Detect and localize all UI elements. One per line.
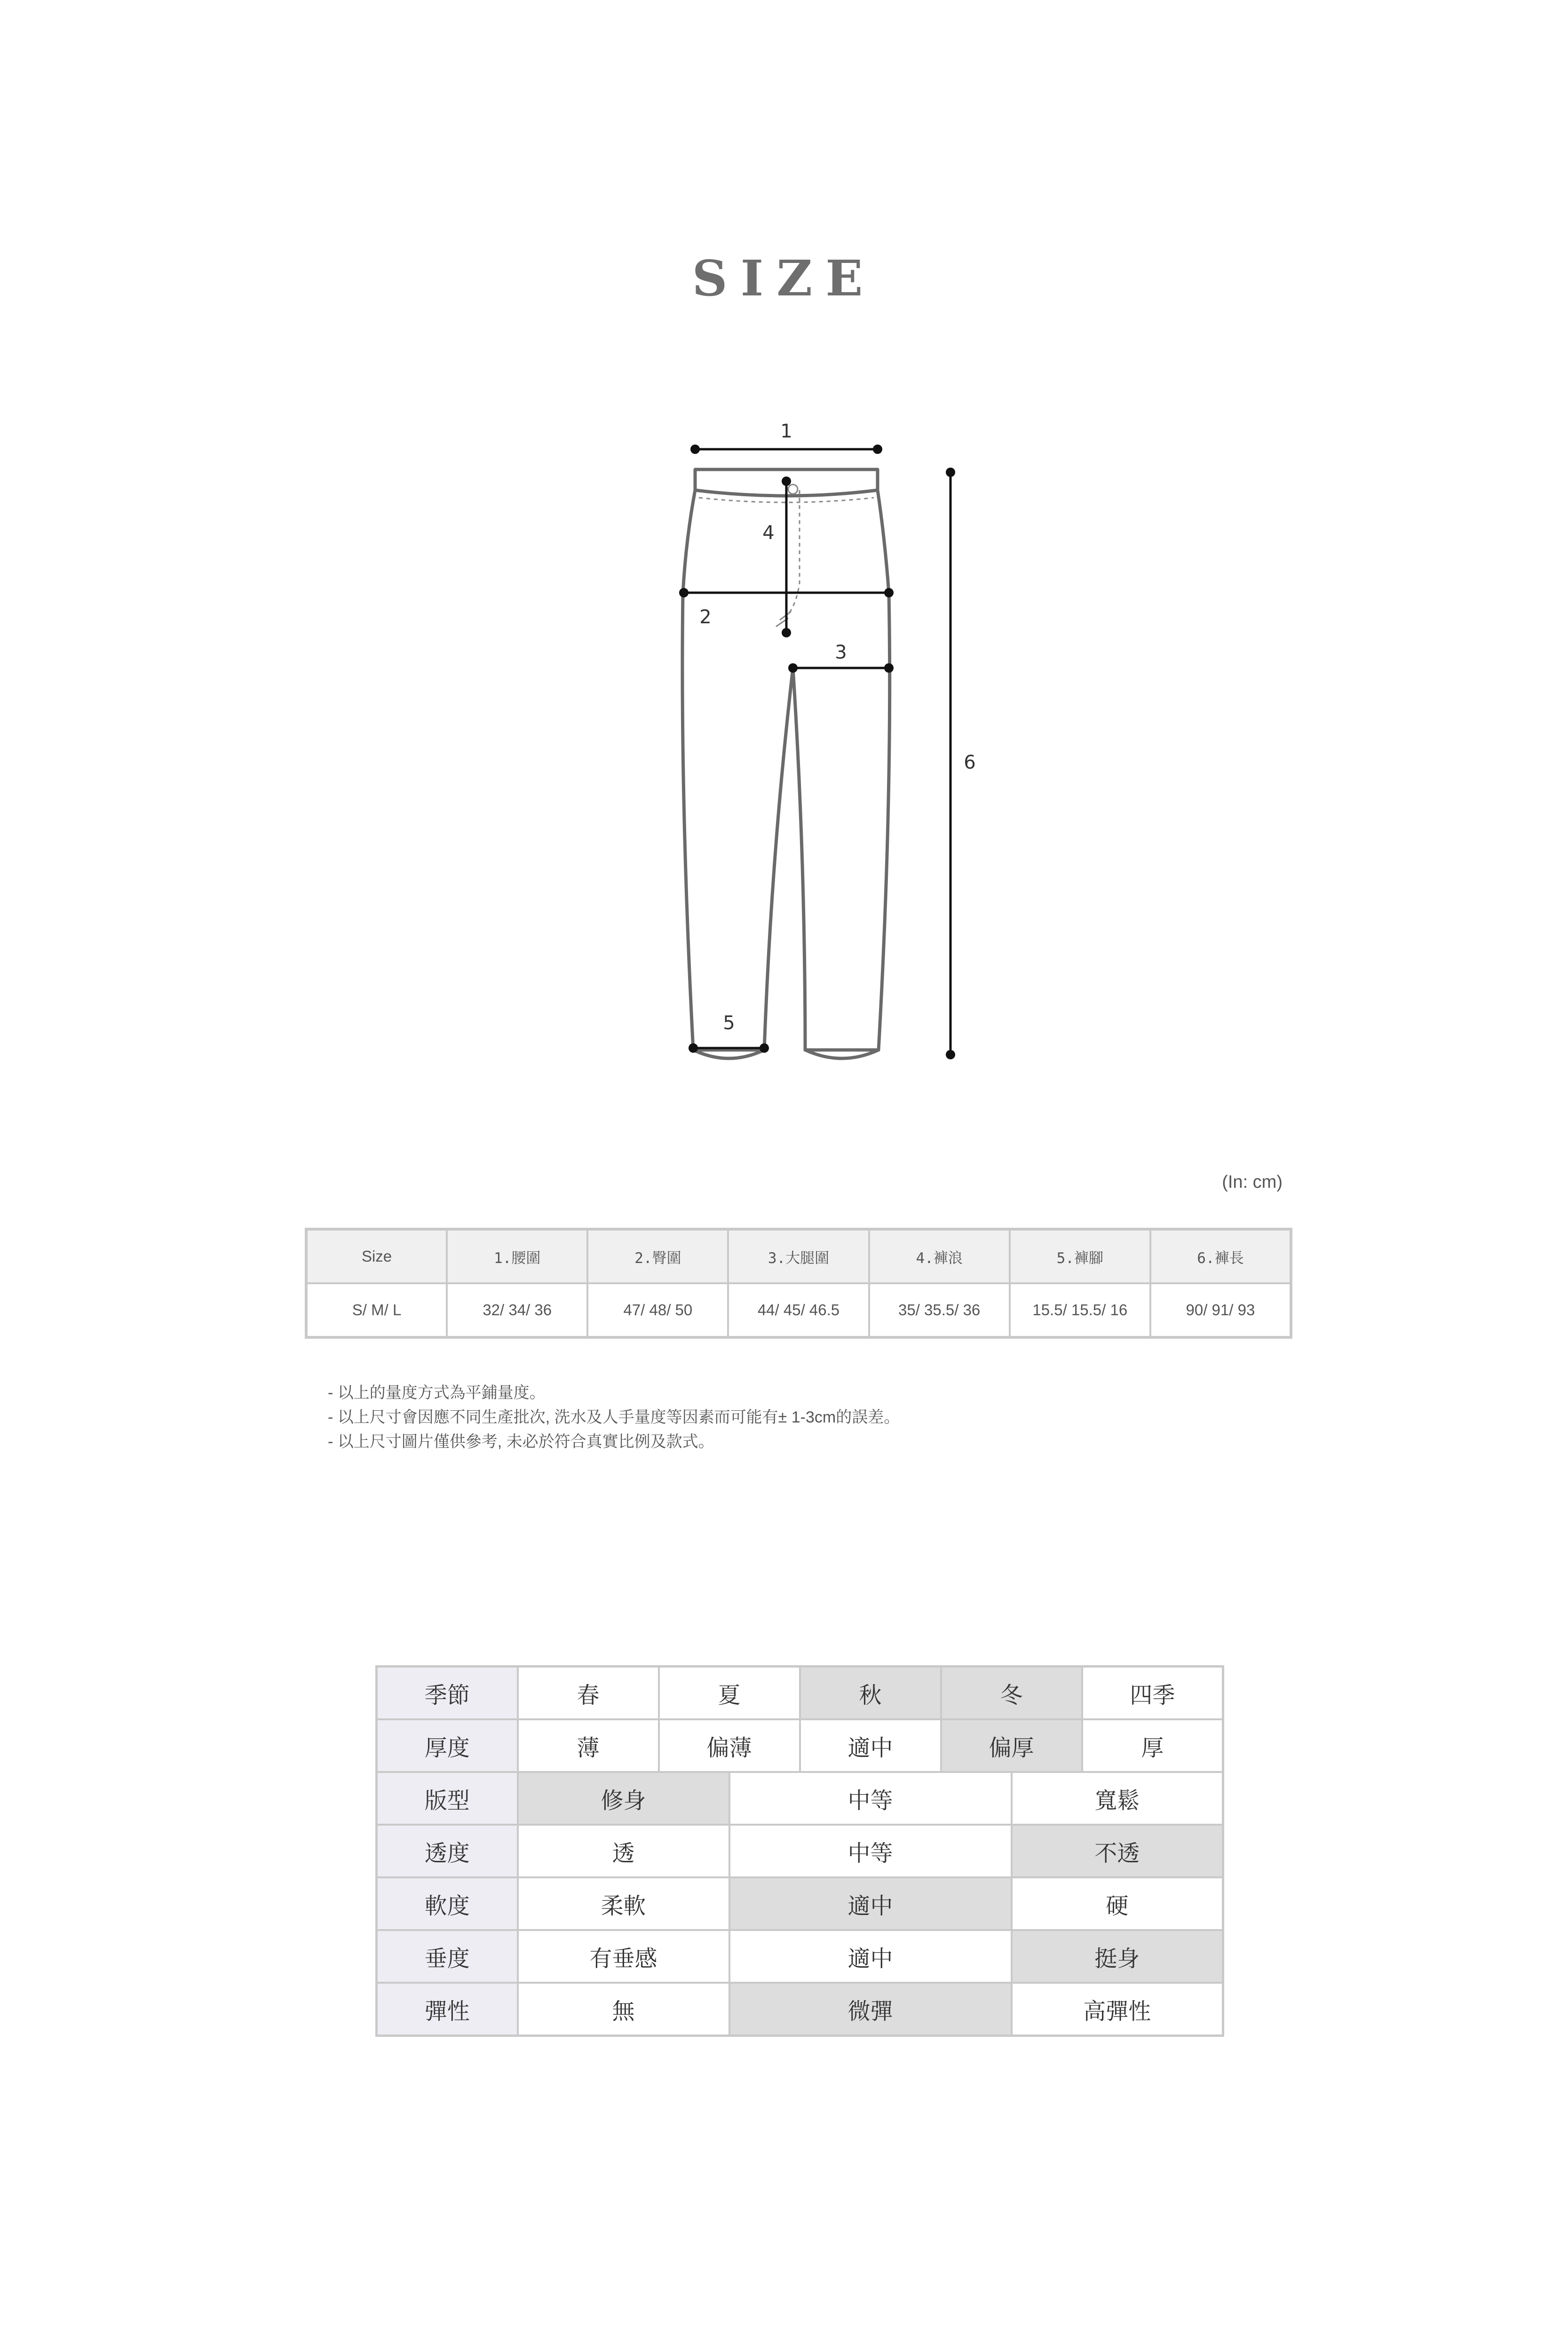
label-elasticity: 彈性 xyxy=(377,1983,518,2036)
pants-diagram xyxy=(0,0,1568,1129)
option-summer: 夏 xyxy=(659,1667,800,1720)
option-thick: 厚 xyxy=(1082,1719,1223,1772)
option-regular: 中等 xyxy=(729,1772,1012,1825)
note-2: - 以上尺寸會因應不同生產批次, 洗水及人手量度等因素而可能有± 1-3cm的誤差。 xyxy=(328,1408,900,1426)
label-5: 5 xyxy=(723,1012,735,1034)
option-structured: 挺身 xyxy=(1012,1930,1223,1983)
header-thigh: 3.大腿圍 xyxy=(728,1229,869,1283)
header-length: 6.褲長 xyxy=(1150,1229,1291,1283)
label-transparency: 透度 xyxy=(377,1825,518,1877)
option-slim: 修身 xyxy=(518,1772,729,1825)
note-1: - 以上的量度方式為平鋪量度。 xyxy=(328,1384,546,1402)
option-autumn: 秋 xyxy=(800,1667,941,1720)
button-icon xyxy=(788,485,798,494)
option-drapey: 有垂感 xyxy=(518,1930,729,1983)
option-no-stretch: 無 xyxy=(518,1983,729,2036)
header-hem: 5.褲腳 xyxy=(1010,1229,1150,1283)
header-waist: 1.腰圍 xyxy=(447,1229,587,1283)
option-spring: 春 xyxy=(518,1667,659,1720)
option-moderate: 適中 xyxy=(729,1877,1012,1930)
row-fit xyxy=(377,1772,1223,1825)
cell-hip: 47/ 48/ 50 xyxy=(587,1283,728,1337)
unit-label: (In: cm) xyxy=(1222,1172,1283,1192)
row-transparency xyxy=(377,1825,1223,1877)
option-slightly-thin: 偏薄 xyxy=(659,1719,800,1772)
label-fit: 版型 xyxy=(377,1772,518,1825)
label-3: 3 xyxy=(835,642,847,663)
cell-size: S/ M/ L xyxy=(306,1283,447,1337)
label-season: 季節 xyxy=(377,1667,518,1720)
note-3: - 以上尺寸圖片僅供參考, 未必於符合真實比例及款式。 xyxy=(328,1433,714,1451)
option-slight-stretch: 微彈 xyxy=(729,1983,1012,2036)
cell-thigh: 44/ 45/ 46.5 xyxy=(728,1283,869,1337)
header-size: Size xyxy=(306,1229,447,1283)
row-drape xyxy=(377,1930,1223,1983)
label-thickness: 厚度 xyxy=(377,1719,518,1772)
option-opaque: 不透 xyxy=(1012,1825,1223,1877)
table-row xyxy=(306,1283,1291,1337)
label-drape: 垂度 xyxy=(377,1930,518,1983)
option-winter: 冬 xyxy=(941,1667,1082,1720)
option-stiff: 硬 xyxy=(1012,1877,1223,1930)
page-title: SIZE xyxy=(692,249,876,307)
option-sheer: 透 xyxy=(518,1825,729,1877)
label-1: 1 xyxy=(780,421,792,442)
option-slightly-thick: 偏厚 xyxy=(941,1719,1082,1772)
table-header-row xyxy=(306,1229,1291,1283)
row-season xyxy=(377,1667,1223,1720)
row-thickness xyxy=(377,1719,1223,1772)
header-rise: 4.褲浪 xyxy=(869,1229,1010,1283)
row-elasticity xyxy=(377,1983,1223,2036)
header-hip: 2.臀圍 xyxy=(587,1229,728,1283)
option-all-seasons: 四季 xyxy=(1082,1667,1223,1720)
label-6: 6 xyxy=(964,752,976,773)
label-softness: 軟度 xyxy=(377,1877,518,1930)
cell-rise: 35/ 35.5/ 36 xyxy=(869,1283,1010,1337)
option-loose: 寬鬆 xyxy=(1012,1772,1223,1825)
cell-hem: 15.5/ 15.5/ 16 xyxy=(1010,1283,1150,1337)
row-softness xyxy=(377,1877,1223,1930)
cell-waist: 32/ 34/ 36 xyxy=(447,1283,587,1337)
fly-stitch xyxy=(786,490,800,616)
size-table xyxy=(305,1228,1292,1339)
option-soft: 柔軟 xyxy=(518,1877,729,1930)
notes xyxy=(328,1381,900,1454)
option-high-stretch: 高彈性 xyxy=(1012,1983,1223,2036)
fabric-table xyxy=(375,1665,1224,2037)
option-drape-moderate: 適中 xyxy=(729,1930,1012,1983)
option-semi: 中等 xyxy=(729,1825,1012,1877)
label-4: 4 xyxy=(762,522,775,544)
label-2: 2 xyxy=(699,606,712,628)
option-medium: 適中 xyxy=(800,1719,941,1772)
cell-length: 90/ 91/ 93 xyxy=(1150,1283,1291,1337)
zipper-pull xyxy=(776,612,791,627)
option-thin: 薄 xyxy=(518,1719,659,1772)
